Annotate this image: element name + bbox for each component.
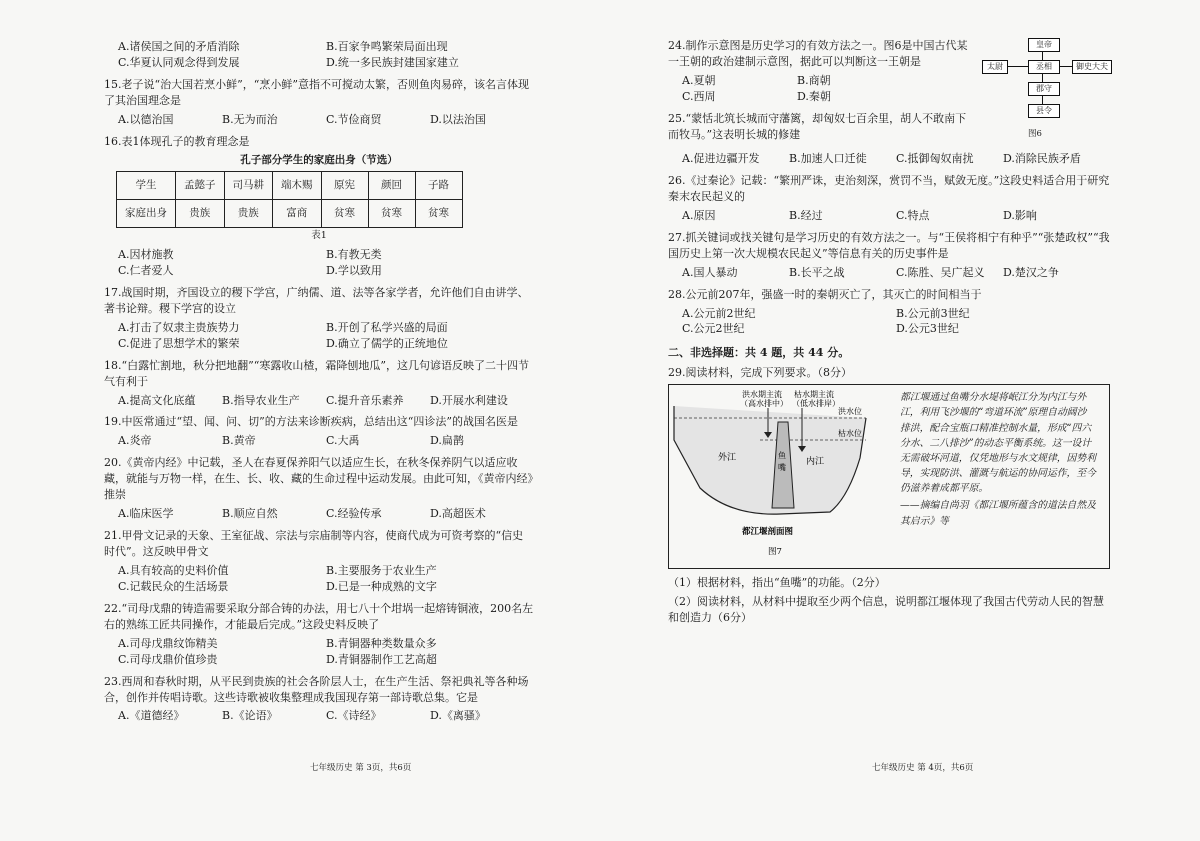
fig6-connector: [1042, 51, 1043, 60]
q28-option-a: A.公元前2世纪: [682, 306, 756, 320]
q28-stem: 28.公元前207年，强盛一时的秦朝灭亡了，其灭亡的时间相当于: [668, 287, 982, 301]
student-family-table: [116, 171, 463, 228]
q21-stem: 21.甲骨文记录的天象、王室征战、宗法与宗庙制等内容，使商代成为可资考察的“信史时代”。这反映甲骨文: [104, 529, 524, 559]
figure-7-dujiangyan-diagram: [670, 388, 896, 564]
table-cell: 孟懿子: [176, 171, 225, 199]
q28-options: [682, 306, 1110, 338]
page-footer-left: 七年级历史 第 3页，共6页: [310, 763, 412, 773]
q24-option-d: D.秦朝: [797, 89, 831, 103]
table-cell: 司马耕: [224, 171, 273, 199]
q15-option-a: A.以德治国: [118, 112, 174, 126]
q25-option-d: D.消除民族矛盾: [1003, 152, 1081, 165]
fig6-censor: 御史大夫: [1072, 60, 1112, 74]
q26-option-b: B.经过: [789, 208, 823, 222]
fig7-riverbed: [674, 406, 866, 514]
q19-option-a: A.炎帝: [118, 434, 152, 448]
page-3: [104, 38, 534, 781]
q18-option-b: B.指导农业生产: [222, 393, 300, 407]
q20-options: [118, 506, 534, 522]
q18-option-d: D.开展水利建设: [430, 393, 508, 407]
q16-option-b: B.有教无类: [326, 248, 382, 262]
fig7-dry-level-label: 枯水位: [838, 429, 862, 439]
q20-option-d: D.高超医术: [430, 507, 486, 521]
q27-option-d: D.楚汉之争: [1003, 265, 1059, 279]
section-2-title: 二、非选择题：共 4 题，共 44 分。: [668, 346, 850, 360]
fig7-flood-label-sub: （高水排中）: [740, 399, 788, 409]
material-text: 都江堰通过鱼嘴分水堤将岷江分为内江与外江，利用飞沙堰的“弯道环流”原理自动阔沙排洪，配合宝瓶口精准控制水量，形成“四六分水、二八排沙”的动态平衡系统。这一设计无需破坏河道，仅凭地形与水文规律，因势利导，实现防洪、灌溉与航运的协同运作，至今仍滋养着成都平原。: [900, 392, 1096, 495]
q29-material-block: [668, 384, 1110, 569]
q26-stem: 26.《过秦论》记载：“繁刑严诛，吏治刻深，赏罚不当，赋敛无度。”这段史料适合用于研究秦末农民起义的: [668, 173, 1110, 203]
q22-options: [118, 636, 534, 668]
q17-option-c: C.促进了思想学术的繁荣: [118, 336, 240, 350]
q24-stem: 24.制作示意图是历史学习的有效方法之一。图6是中国古代某一王朝的政治建制示意图，据此可以判断这一王朝是: [668, 39, 968, 68]
fig6-chancellor: 丞相: [1028, 60, 1060, 74]
table-cell: 原宪: [321, 171, 368, 199]
fig6-connector: [1042, 95, 1043, 104]
q16-stem: 16.表1体现孔子的教育理念是: [104, 134, 250, 148]
q19-option-b: B.黄帝: [222, 434, 256, 448]
q17-options: [118, 320, 534, 352]
q17-option-d: D.确立了儒学的正统地位: [326, 336, 448, 350]
q18-option-a: A.提高文化底蕴: [118, 393, 196, 407]
q27-option-b: B.长平之战: [789, 265, 845, 279]
table-cell: 学生: [117, 171, 176, 199]
q22-stem: 22.“司母戊鼎的铸造需要采取分部合铸的办法，用七八十个坩埚一起熔铸铜液，200名左右的熟练工匠共同操作，才能最后完成。”这段史料反映了: [104, 601, 534, 631]
q24-option-b: B.商朝: [797, 73, 831, 87]
fig7-name: 都江堰剖面图: [742, 527, 794, 538]
q20-option-a: A.临床医学: [118, 507, 174, 521]
q16-options: [118, 247, 534, 279]
q16-option-a: A.因材施教: [118, 248, 174, 262]
table-cell: 富商: [273, 200, 322, 228]
fig7-fish-label-1: 鱼: [778, 451, 786, 461]
q21-option-b: B.主要服务于农业生产: [326, 563, 437, 577]
page-4: [668, 38, 1110, 781]
q18-stem: 18.“白露忙割地，秋分把地翻”“寒露收山楂，霜降刨地瓜”，这几句谚语反映了二十四节气有利于: [104, 358, 529, 388]
fig7-flood-label-text: 洪水期主流: [742, 390, 782, 400]
fig6-caption: 图6: [1028, 128, 1042, 139]
fig6-taiwei: 太尉: [982, 60, 1008, 74]
figure-6-diagram: [980, 38, 1110, 140]
table-cell: 贫寒: [321, 200, 368, 228]
q28-option-b: B.公元前3世纪: [896, 306, 970, 320]
q22-option-d: D.青铜器制作工艺高超: [326, 652, 437, 666]
q14-option-a: A.诸侯国之间的矛盾消除: [118, 40, 240, 53]
table-title: 孔子部分学生的家庭出身（节选）: [240, 153, 398, 166]
table-row: [117, 200, 463, 228]
q20-option-c: C.经验传承: [326, 507, 382, 521]
fig7-flood-level-label: 洪水位: [838, 407, 862, 417]
q17-option-a: A.打击了奴隶主贵族势力: [118, 320, 240, 334]
q26-options: [682, 208, 1110, 224]
q22-option-c: C.司母戊鼎价值珍贵: [118, 652, 218, 666]
q21-option-a: A.具有较高的史料价值: [118, 563, 229, 577]
table-cell: 家庭出身: [117, 200, 176, 228]
q19-options: [118, 433, 534, 449]
q24-option-a: A.夏朝: [682, 73, 716, 87]
q18-options: [118, 393, 534, 409]
q15-options: [118, 112, 534, 128]
fig7-caption: 图7: [768, 547, 782, 558]
fig7-fish-label-2: 嘴: [778, 463, 786, 473]
fig6-connector: [1042, 73, 1043, 82]
fig6-emperor: 皇帝: [1028, 38, 1060, 52]
q23-stem: 23.西周和春秋时期，从平民到贵族的社会各阶层人士，在生产生活、祭祀典礼等各种场合，创作并传唱诗歌。这些诗歌被收集整理成我国现存第一部诗歌总集。它是: [104, 674, 529, 704]
q26-option-a: A.原因: [682, 208, 716, 222]
q27-stem: 27.抓关键词或找关键句是学习历史的有效方法之一。与“王侯将相宁有种乎”“张楚政权”“我国历史上第一次大规模农民起义”等信息有关的历史事件是: [668, 230, 1110, 260]
q25-option-c: C.抵御匈奴南扰: [896, 152, 974, 165]
table-cell: 贫寒: [368, 200, 415, 228]
q22-option-b: B.青铜器种类数量众多: [326, 636, 437, 650]
fig7-inner-river-label: 内江: [806, 457, 825, 468]
q23-option-c: C.《诗经》: [326, 709, 382, 723]
q25-option-b: B.加速人口迁徙: [789, 152, 867, 165]
q24-option-c: C.西周: [682, 89, 716, 103]
q29-sub1: （1）根据材料，指出“鱼嘴”的功能。（2分）: [668, 576, 886, 590]
fig7-dry-label-text: 枯水期主流: [794, 390, 834, 400]
q25-option-a: A.促进边疆开发: [682, 152, 760, 165]
q16-option-c: C.仁者爱人: [118, 263, 174, 277]
table-cell: 颜回: [368, 171, 415, 199]
q28-option-d: D.公元3世纪: [896, 322, 959, 336]
q18-option-c: C.提升音乐素养: [326, 393, 404, 407]
q24-block: [668, 38, 1110, 150]
q26-option-c: C.特点: [896, 208, 930, 222]
q23-option-a: A.《道德经》: [118, 709, 185, 723]
table-label: 表1: [311, 230, 327, 242]
q16-option-d: D.学以致用: [326, 263, 382, 277]
q29-sub2: （2）阅读材料，从材料中提取至少两个信息，说明都江堰体现了我国古代劳动人民的智慧和创造力（6分）: [668, 595, 1104, 625]
q22-option-a: A.司母戊鼎纹饰精美: [118, 636, 218, 650]
table-cell: 端木赐: [273, 171, 322, 199]
q29-stem: 29.阅读材料，完成下列要求。（8分）: [668, 366, 852, 380]
q14-option-d: D.统一多民族封建国家建立: [326, 55, 459, 69]
q19-option-c: C.大禹: [326, 434, 360, 448]
q17-stem: 17.战国时期，齐国设立的稷下学宫，广纳儒、道、法等各家学者，允许他们自由讲学、著书论辩。稷下学宫的设立: [104, 285, 529, 315]
q21-option-d: D.已是一种成熟的文字: [326, 579, 437, 593]
q26-option-d: D.影响: [1003, 208, 1037, 222]
q20-option-b: B.顺应自然: [222, 507, 278, 521]
table-cell: 贫寒: [415, 200, 462, 228]
q27-option-c: C.陈胜、吴广起义: [896, 265, 985, 279]
fig6-commandery: 郡守: [1028, 82, 1060, 96]
q20-stem: 20.《黄帝内经》中记载，圣人在春夏保养阳气以适应生长，在秋冬保养阴气以适应收藏，就能与万物一样，在生、长、收、藏的生命过程中运动发展。由此可知，《黄帝内经》推崇: [104, 456, 533, 502]
q23-option-b: B.《论语》: [222, 709, 278, 723]
q27-options: [682, 265, 1110, 281]
q19-option-d: D.扁鹊: [430, 434, 464, 448]
q15-option-c: C.节俭商贸: [326, 112, 382, 126]
table-cell: 贵族: [224, 200, 273, 228]
q21-option-c: C.记载民众的生活场景: [118, 579, 229, 593]
q21-options: [118, 563, 534, 595]
q27-option-a: A.国人暴动: [682, 265, 738, 279]
page-footer-right: 七年级历史 第 4页，共6页: [872, 763, 974, 773]
q14-option-c: C.华夏认同观念得到发展: [118, 55, 240, 69]
q24-options: [682, 73, 912, 105]
material-source: ——摘编自尚羽《都江堰所蕴含的道法自然及其启示》等: [900, 500, 1096, 527]
q15-option-d: D.以法治国: [430, 112, 486, 126]
q23-options: [118, 708, 534, 724]
q14-option-b: B.百家争鸣繁荣局面出现: [326, 40, 448, 53]
q25-stem: 25.“蒙恬北筑长城而守藩篱，却匈奴七百余里，胡人不敢南下而牧马。”这表明长城的修建: [668, 111, 967, 141]
table-cell: 子路: [415, 171, 462, 199]
q14-options: [118, 39, 534, 71]
material-text-block: [900, 390, 1096, 529]
q28-option-c: C.公元2世纪: [682, 322, 745, 336]
fig7-dry-label-sub: （低水排岸）: [792, 399, 840, 409]
q15-stem: 15.老子说“治大国若烹小鲜”，“烹小鲜”意指不可搅动太繁，否则鱼肉易碎，该名言体现了其治国理念是: [104, 77, 529, 107]
q15-option-b: B.无为而治: [222, 112, 278, 126]
fig7-outer-river-label: 外江: [718, 453, 737, 464]
table-row: [117, 171, 463, 199]
fig6-county: 县令: [1028, 104, 1060, 118]
q19-stem: 19.中医常通过“望、闻、问、切”的方法来诊断疾病，总结出这“四诊法”的战国名医是: [104, 415, 518, 429]
table-cell: 贵族: [176, 200, 225, 228]
q25-options: [682, 151, 1110, 167]
q17-option-b: B.开创了私学兴盛的局面: [326, 320, 448, 334]
q23-option-d: D.《离骚》: [430, 709, 486, 723]
